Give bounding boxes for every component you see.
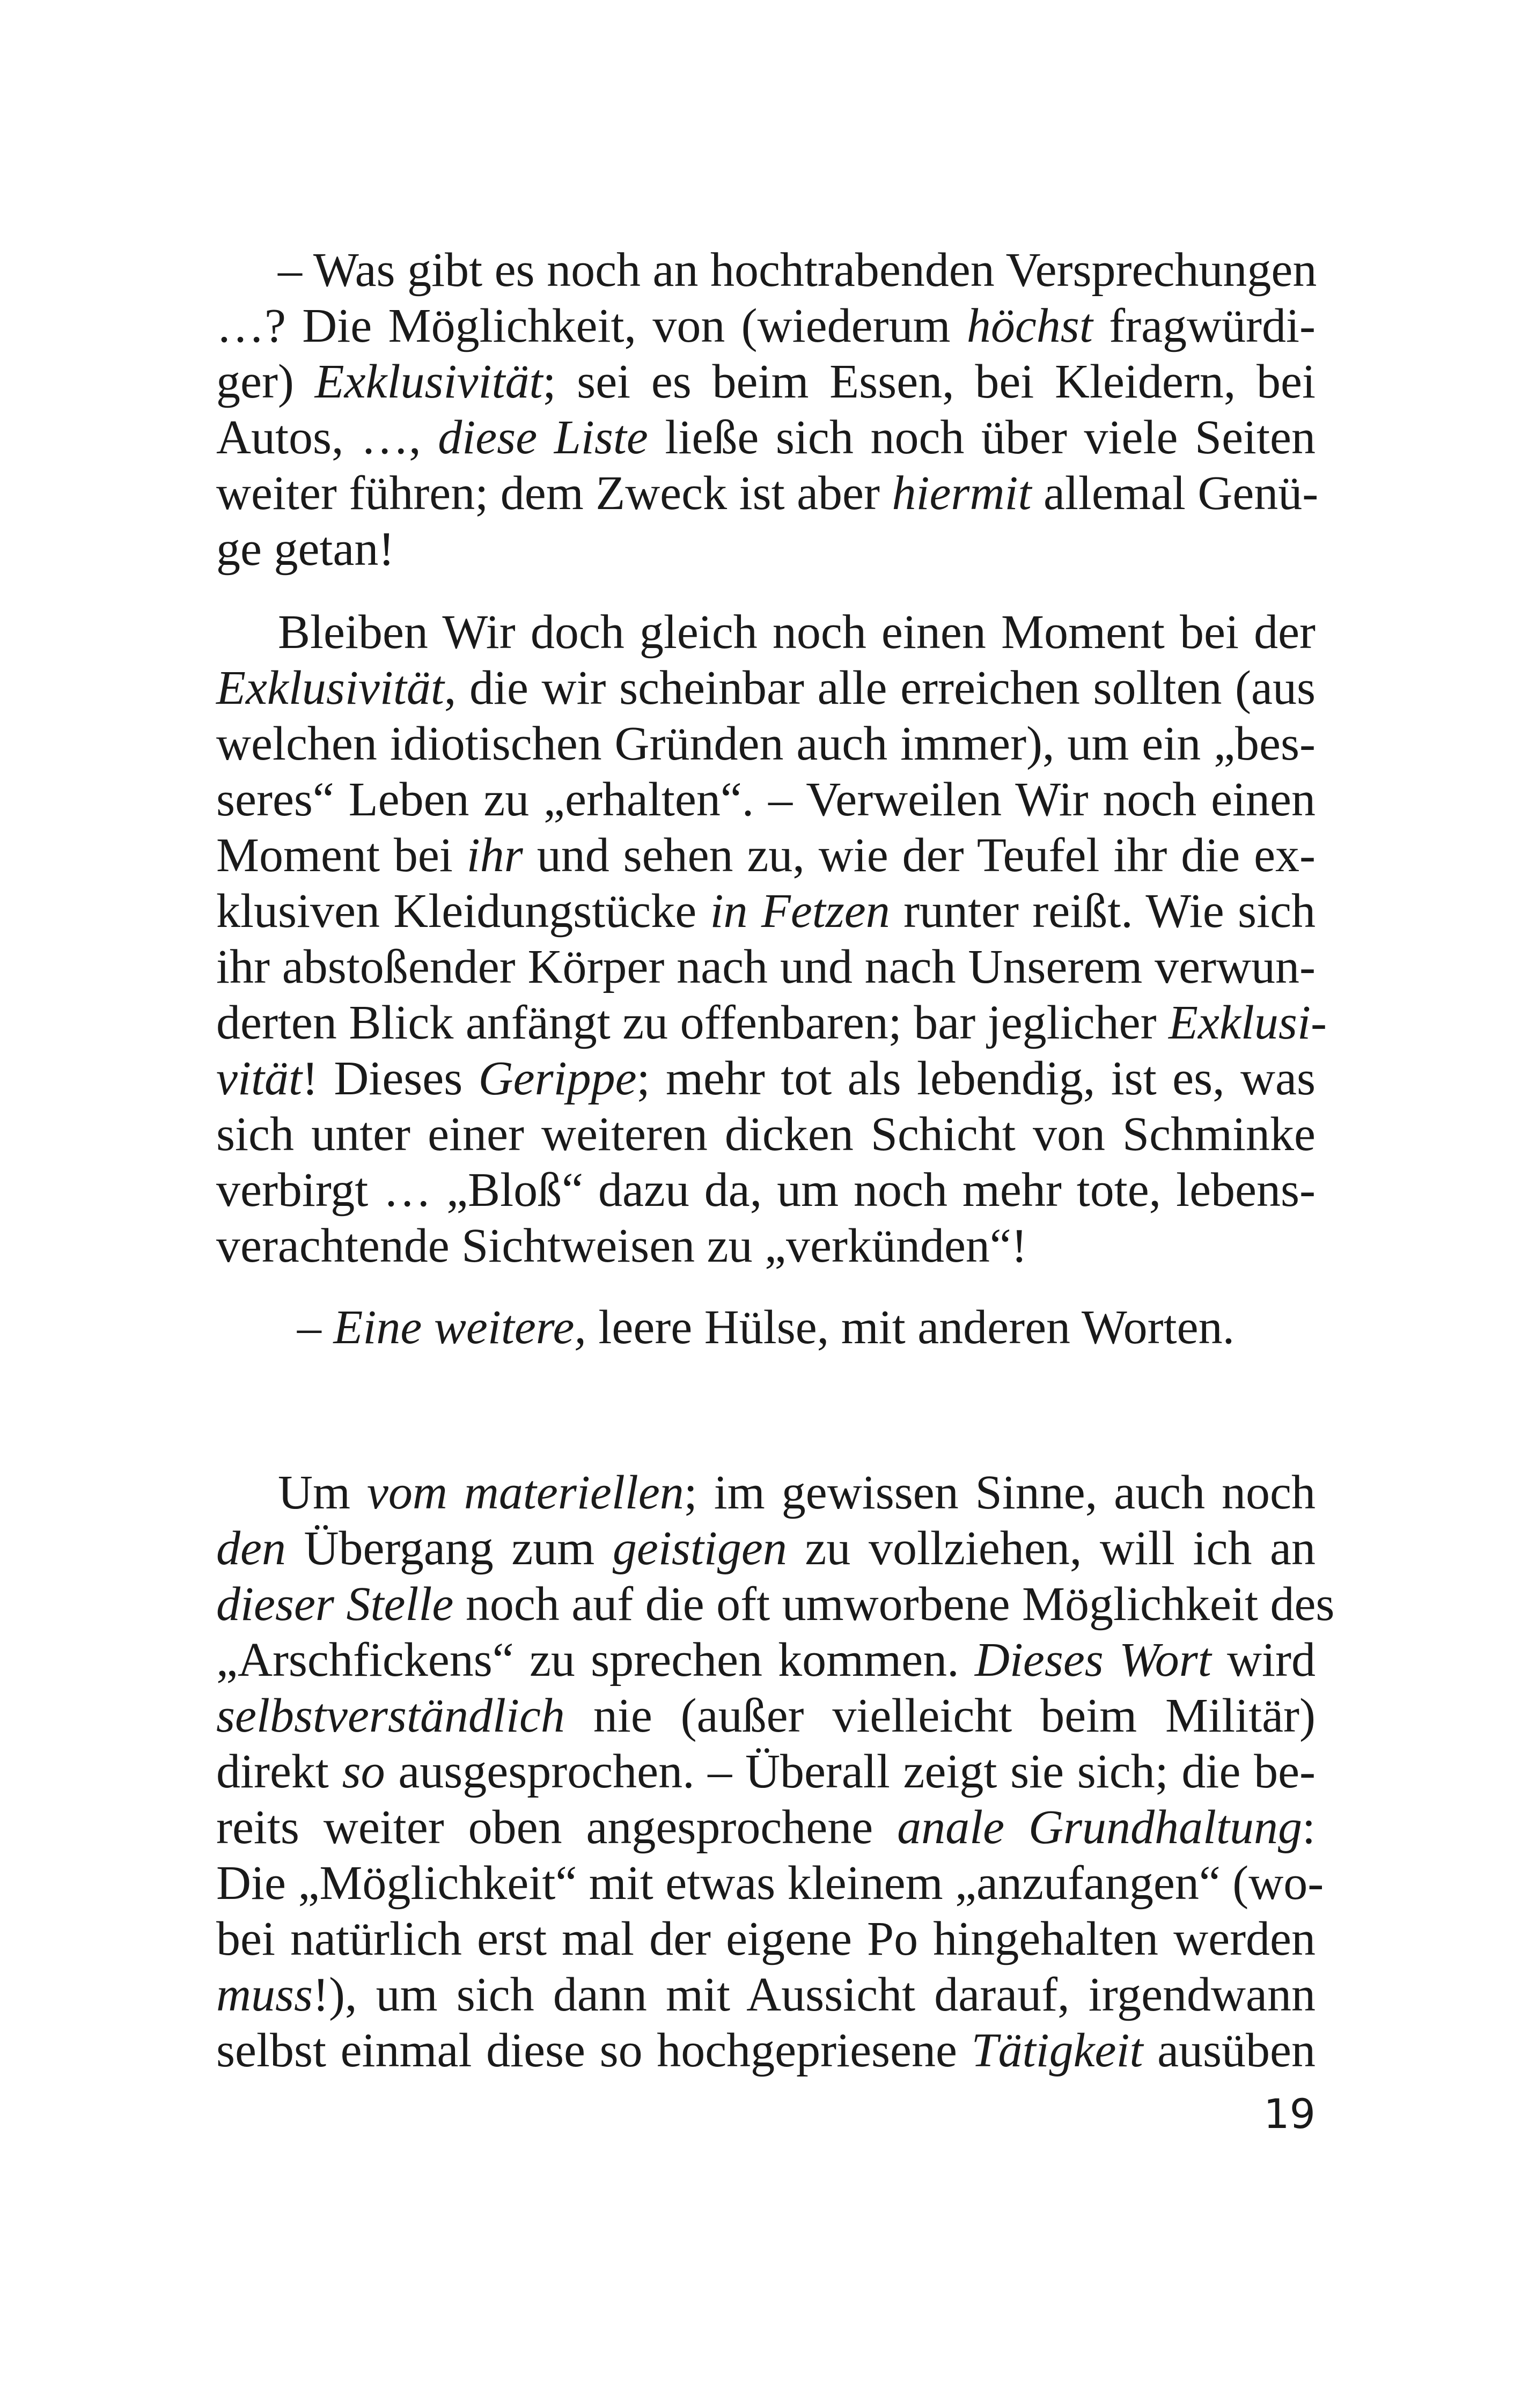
text-run: nie (außer vielleicht beim Militär) <box>564 1689 1316 1742</box>
text-run: selbst einmal diese so hochgepriesene <box>216 2024 972 2077</box>
text-run: !), um sich dann mit Aussicht darauf, irgendwann <box>313 1968 1316 2021</box>
italic-text: den <box>216 1522 286 1575</box>
text-run: ; sei es beim Essen, bei Kleidern, bei <box>542 355 1316 408</box>
text-line <box>216 772 1316 828</box>
italic-text: diese Liste <box>438 411 648 464</box>
text-line <box>216 1300 1316 1356</box>
text-run: reits weiter oben angesprochene <box>216 1801 898 1854</box>
italic-text: Exklusivität <box>216 661 444 715</box>
text-run: leere Hülse, mit anderen Worten. <box>586 1301 1235 1354</box>
text-line <box>278 242 1316 298</box>
text-run: ! Dieses <box>302 1052 479 1105</box>
text-run: zu vollziehen, will ich an <box>787 1522 1316 1575</box>
text-line <box>216 1632 1316 1688</box>
italic-text: dieser Stelle <box>216 1578 454 1631</box>
text-line <box>216 1162 1316 1218</box>
text-line <box>278 605 1316 660</box>
text-run: ; mehr tot als lebendig, ist es, was <box>636 1052 1316 1105</box>
text-run: , die wir scheinbar alle erreichen sollten (aus <box>444 661 1316 715</box>
text-line <box>216 828 1316 883</box>
text-run: sich unter einer weiteren dicken Schicht von Schminke <box>216 1108 1316 1161</box>
text-run: – <box>297 1301 334 1354</box>
text-line <box>216 1855 1324 1911</box>
text-line <box>216 1688 1316 1744</box>
text-line <box>216 298 1316 354</box>
text-run: runter reißt. Wie sich <box>890 885 1316 938</box>
text-line <box>216 1967 1316 2023</box>
text-line <box>216 1107 1316 1162</box>
text-run: „Arschfickens“ zu sprechen kommen. <box>216 1633 975 1687</box>
italic-text: Dieses Wort <box>974 1633 1211 1687</box>
italic-text: vom materiellen <box>366 1466 684 1519</box>
italic-text: Exklusi- <box>1169 996 1327 1049</box>
text-run: klusiven Kleidungstücke <box>216 885 710 938</box>
italic-text: Tätigkeit <box>971 2024 1143 2077</box>
text-run: Autos, …, <box>216 411 438 464</box>
text-run: Um <box>278 1466 367 1519</box>
text-run: bei natürlich erst mal der eigene Po hingehalten werden <box>216 1912 1316 1965</box>
text-run: Die „Möglichkeit“ mit etwas kleinem „anzufangen“ (wo- <box>216 1857 1324 1910</box>
text-line <box>216 660 1316 716</box>
italic-text: anale Grundhaltung <box>897 1801 1302 1854</box>
italic-text: geistigen <box>612 1522 787 1575</box>
italic-text: muss <box>216 1968 313 2021</box>
text-run: und sehen zu, wie der Teufel ihr die ex- <box>523 829 1316 882</box>
text-run: ausgesprochen. – Überall zeigt sie sich; die be- <box>385 1745 1316 1798</box>
text-line <box>278 1465 1316 1521</box>
text-run: ge getan! <box>216 522 395 576</box>
text-line <box>216 1051 1316 1107</box>
text-run: ließe sich noch über viele Seiten <box>648 411 1316 464</box>
text-line <box>216 1911 1316 1967</box>
text-line <box>216 939 1316 995</box>
text-run: fragwürdi- <box>1092 299 1316 352</box>
text-run: allemal Genü- <box>1031 467 1319 520</box>
text-run: verbirgt … „Bloß“ dazu da, um noch mehr tote, lebens- <box>216 1164 1316 1217</box>
italic-text: vität <box>216 1052 302 1105</box>
italic-text: Eine weitere, <box>333 1301 586 1354</box>
text-run: Bleiben Wir doch gleich noch einen Moment bei der <box>278 606 1316 659</box>
text-line <box>216 354 1316 410</box>
text-line <box>216 716 1316 772</box>
text-line <box>216 521 1316 577</box>
text-run: seres“ Leben zu „erhalten“. – Verweilen Wir noch einen <box>216 773 1316 826</box>
text-line <box>216 1521 1316 1577</box>
text-run: …? Die Möglichkeit, von (wiederum <box>216 299 967 352</box>
text-run: : <box>1302 1801 1316 1854</box>
text-line <box>216 1744 1316 1800</box>
text-run: ger) <box>216 355 315 408</box>
text-run: verachtende Sichtweisen zu „verkünden“! <box>216 1219 1027 1272</box>
text-run: Übergang zum <box>285 1522 613 1575</box>
text-run: ihr abstoßender Körper nach und nach Unserem verwun- <box>216 940 1316 993</box>
italic-text: Exklusivität <box>314 355 543 408</box>
italic-text: so <box>342 1745 385 1798</box>
text-line <box>216 1577 1335 1632</box>
italic-text: ihr <box>466 829 523 882</box>
text-line <box>216 466 1319 521</box>
text-run: derten Blick anfängt zu offenbaren; bar jeglicher <box>216 996 1169 1049</box>
text-run: noch auf die oft umworbene Möglichkeit des <box>453 1578 1335 1631</box>
text-run: Moment bei <box>216 829 467 882</box>
italic-text: höchst <box>966 299 1093 352</box>
text-run: – Was gibt es noch an hochtrabenden Versprechungen <box>278 244 1317 297</box>
text-line <box>216 995 1327 1051</box>
text-line <box>216 1800 1316 1855</box>
page-number: 19 <box>1263 2090 1316 2138</box>
italic-text: Gerippe <box>478 1052 637 1105</box>
text-run: wird <box>1211 1633 1316 1687</box>
text-run: ; im gewissen Sinne, auch noch <box>684 1466 1316 1519</box>
text-run: weiter führen; dem Zweck ist aber <box>216 467 892 520</box>
text-line <box>216 1218 1316 1274</box>
text-run: direkt <box>216 1745 342 1798</box>
text-line <box>216 410 1316 466</box>
italic-text: selbstverständlich <box>216 1689 565 1742</box>
text-line <box>216 2023 1316 2079</box>
italic-text: hiermit <box>892 467 1032 520</box>
text-line <box>216 883 1316 939</box>
italic-text: in Fetzen <box>710 885 890 938</box>
text-run: ausüben <box>1143 2024 1316 2077</box>
text-run: welchen idiotischen Gründen auch immer), um ein „bes- <box>216 717 1316 770</box>
